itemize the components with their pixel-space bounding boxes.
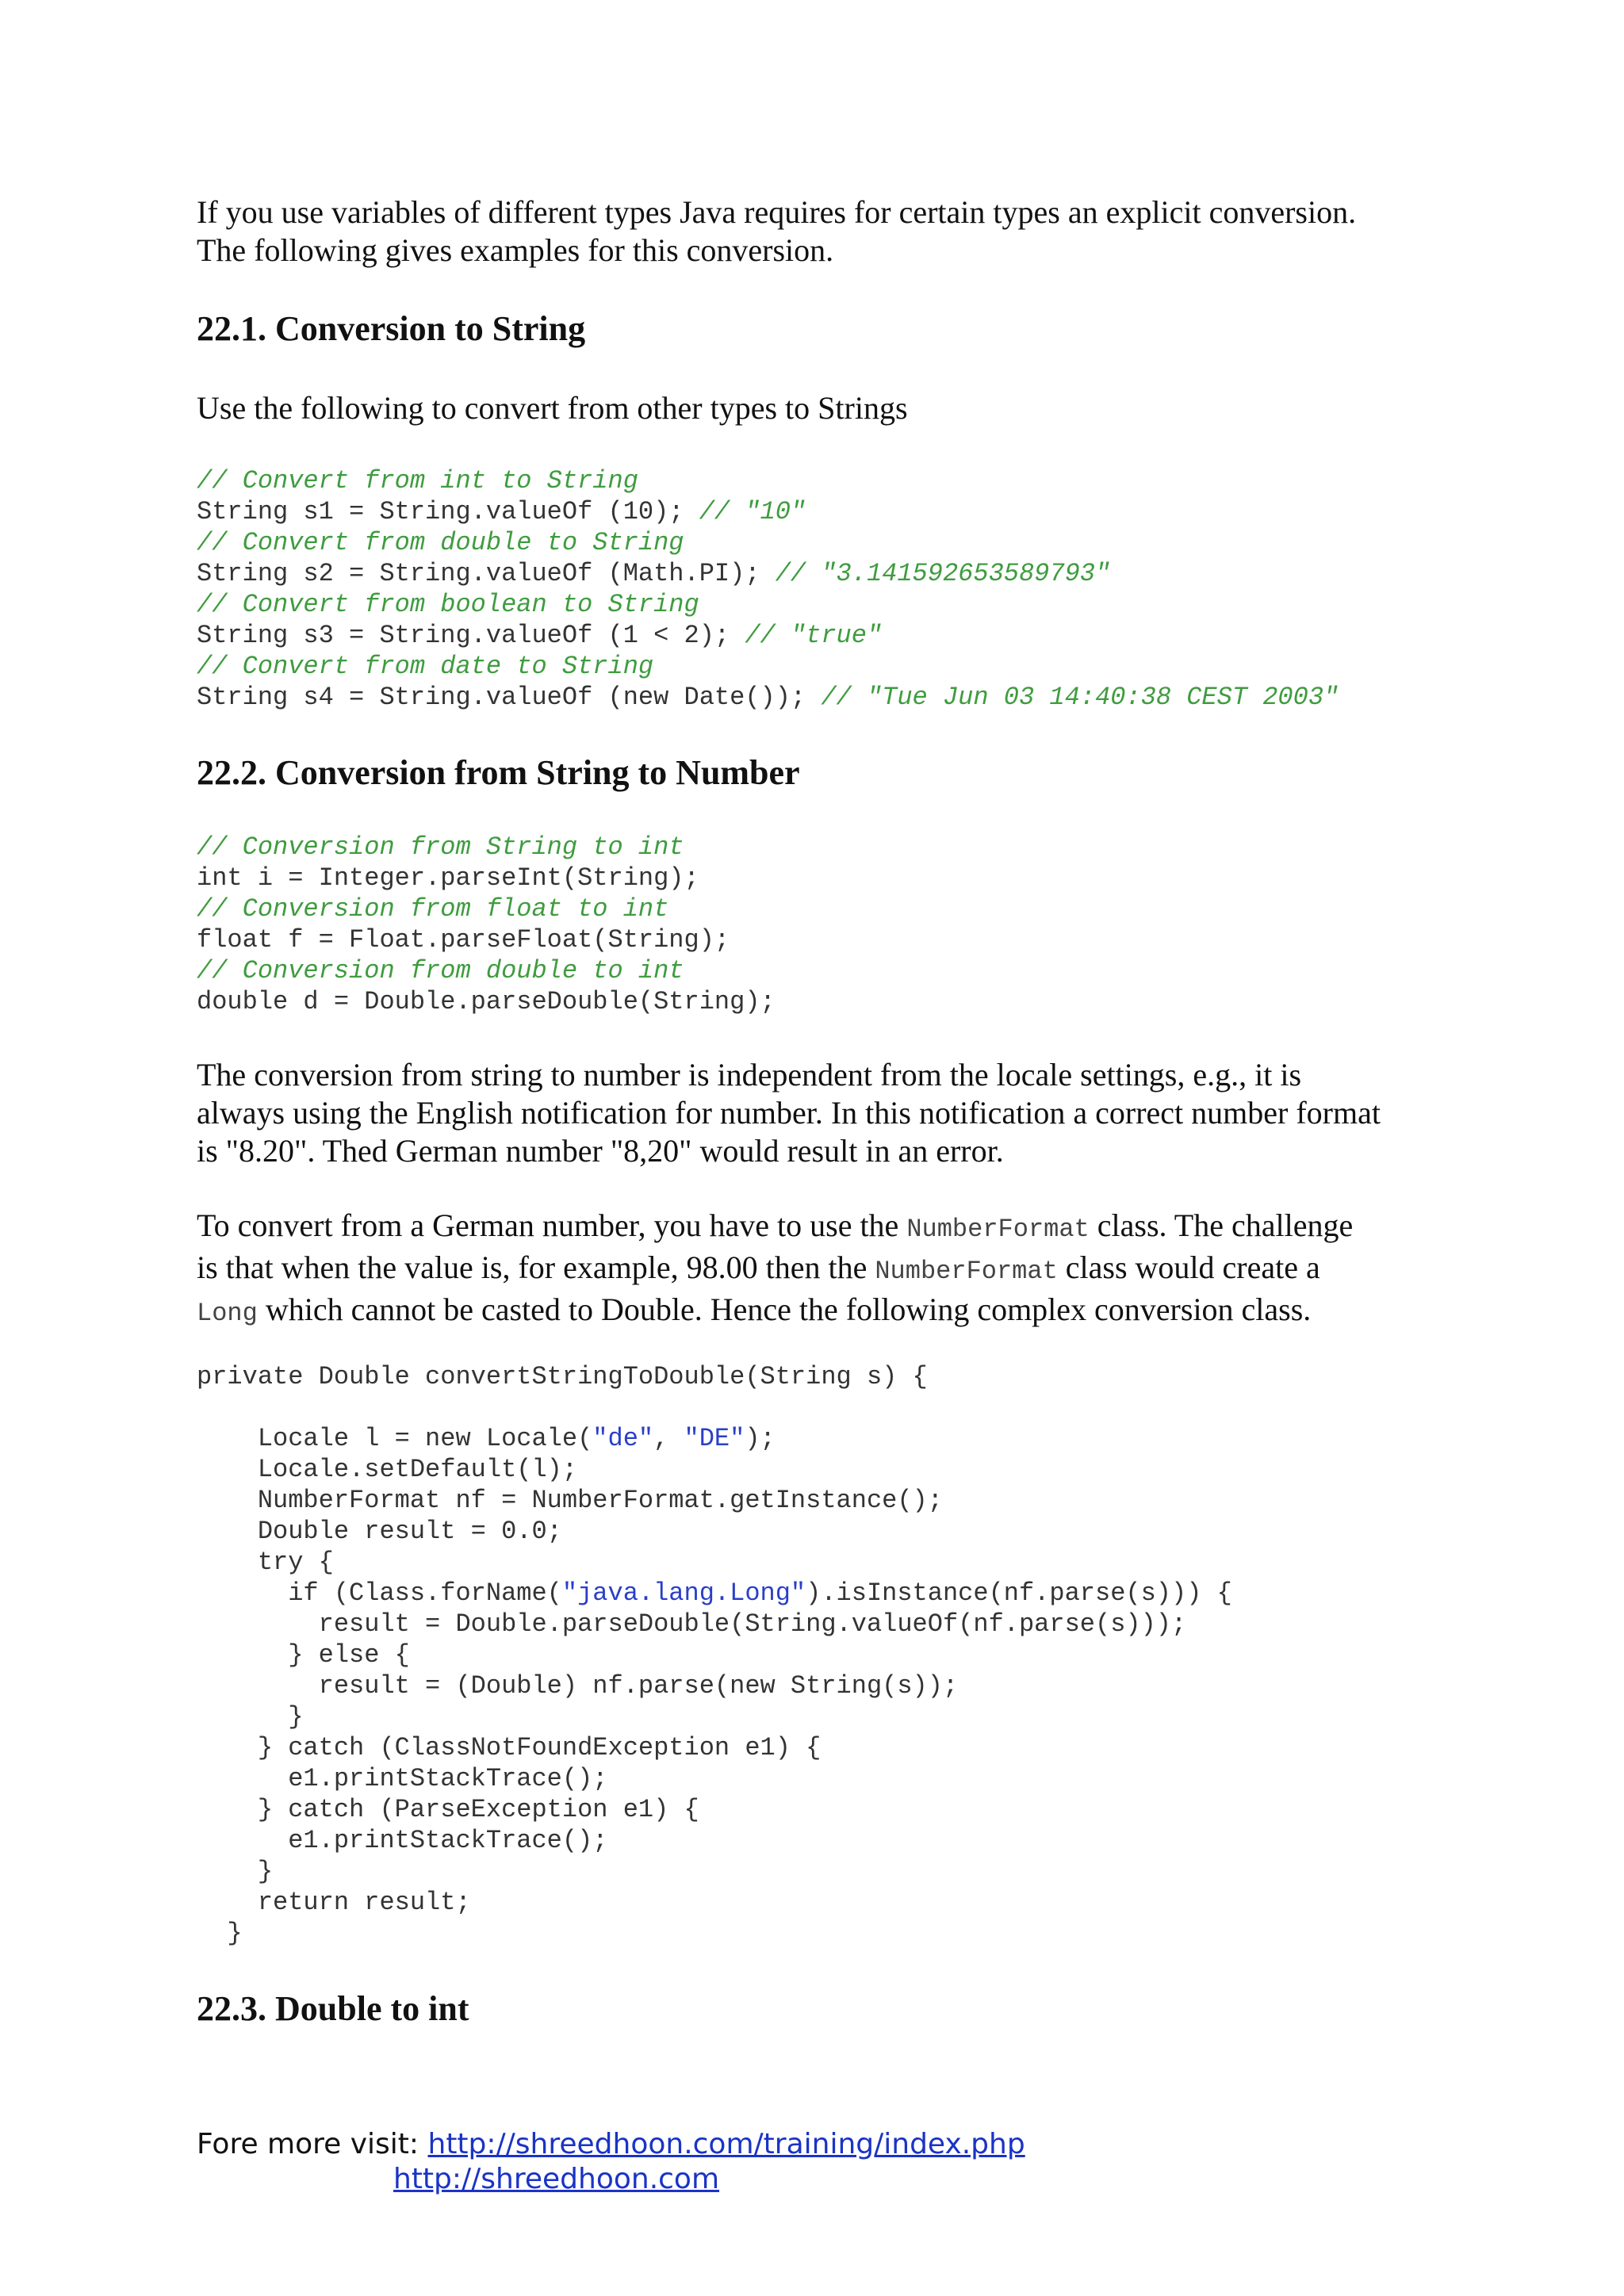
code-line	[197, 682, 1339, 713]
code-line	[197, 1670, 1232, 1701]
code-line	[197, 496, 1339, 527]
code-comment: // Conversion from String to int	[197, 832, 684, 862]
code-text: result = (Double) nf.parse(new String(s));	[197, 1671, 959, 1701]
section-heading-string-to-number: 22.2. Conversion from String to Number	[197, 753, 800, 792]
code-text: try {	[197, 1548, 334, 1577]
section1-text-line: Use the following to convert from other types to Strings	[197, 390, 908, 426]
code-text: } else {	[197, 1640, 410, 1670]
code-line	[197, 1485, 1232, 1516]
paragraph-line	[197, 1249, 1434, 1291]
code-string: "DE"	[684, 1424, 745, 1453]
locale-paragraph	[197, 1056, 1434, 1170]
inline-code: NumberFormat	[875, 1257, 1058, 1286]
code-line	[197, 1825, 1232, 1856]
code-block-convert-method	[197, 1361, 1232, 1949]
code-line	[197, 1578, 1232, 1609]
code-comment: // Convert from int to String	[197, 466, 638, 496]
section-heading-conversion-to-string: 22.1. Conversion to String	[197, 309, 586, 348]
code-text: } catch (ClassNotFoundException e1) {	[197, 1733, 822, 1762]
code-line	[197, 1516, 1232, 1547]
footer-link-home[interactable]: http://shreedhoon.com	[393, 2163, 720, 2195]
code-comment: // "3.141592653589793"	[775, 559, 1111, 588]
code-text: );	[745, 1424, 776, 1453]
paragraph-line: The conversion from string to number is independent from the locale settings, e.g., it is	[197, 1057, 1302, 1093]
paragraph-line	[197, 1207, 1434, 1249]
code-line	[197, 1361, 1232, 1392]
code-text: float f = Float.parseFloat(String);	[197, 925, 730, 955]
code-text: Locale l = new Locale(	[197, 1424, 593, 1453]
text-run: class. The challenge	[1089, 1207, 1354, 1243]
code-text: e1.printStackTrace();	[197, 1826, 608, 1855]
code-line	[197, 1856, 1232, 1887]
code-text: String s1 = String.valueOf (10);	[197, 497, 699, 526]
code-text: int i = Integer.parseInt(String);	[197, 863, 699, 893]
text-run: which cannot be casted to Double. Hence the following complex conversion class.	[257, 1292, 1312, 1327]
inline-code: Long	[197, 1299, 258, 1328]
code-text: result = Double.parseDouble(String.valueOf(nf.parse(s)));	[197, 1609, 1187, 1639]
code-line	[197, 1423, 1232, 1454]
code-block-parse-number	[197, 832, 776, 1017]
code-block-to-string	[197, 465, 1339, 713]
code-line	[197, 1392, 1232, 1423]
section1-text	[197, 389, 1434, 427]
code-text: ,	[653, 1424, 684, 1453]
code-line	[197, 1887, 1232, 1918]
code-line	[197, 1640, 1232, 1670]
code-comment: // Conversion from float to int	[197, 894, 669, 924]
code-comment: // "10"	[699, 497, 806, 526]
code-line	[197, 1701, 1232, 1732]
code-text: }	[197, 1857, 274, 1886]
code-line	[197, 1547, 1232, 1578]
code-text: }	[197, 1919, 243, 1948]
code-text: } catch (ParseException e1) {	[197, 1795, 699, 1824]
code-comment: // "Tue Jun 03 14:40:38 CEST 2003"	[821, 683, 1339, 712]
code-text: if (Class.forName(	[197, 1578, 562, 1608]
code-text: return result;	[197, 1888, 471, 1917]
code-line	[197, 651, 1339, 682]
code-comment: // Convert from boolean to String	[197, 590, 699, 619]
footer-link-training[interactable]: http://shreedhoon.com/training/index.php	[427, 2128, 1025, 2160]
code-comment: // Convert from date to String	[197, 652, 654, 681]
code-line	[197, 1454, 1232, 1485]
code-line	[197, 620, 1339, 651]
code-text: ).isInstance(nf.parse(s))) {	[806, 1578, 1232, 1608]
intro-line: The following gives examples for this conversion.	[197, 232, 834, 268]
code-line	[197, 465, 1339, 496]
numberformat-paragraph	[197, 1207, 1434, 1333]
paragraph-line: is "8.20". Thed German number "8,20" would result in an error.	[197, 1133, 1004, 1169]
code-text: double d = Double.parseDouble(String);	[197, 987, 776, 1016]
code-line	[197, 863, 776, 894]
code-line	[197, 558, 1339, 589]
code-line	[197, 589, 1339, 620]
code-line	[197, 1794, 1232, 1825]
section-heading-double-to-int: 22.3. Double to int	[197, 1989, 469, 2028]
code-line	[197, 924, 776, 955]
code-text: Double result = 0.0;	[197, 1517, 562, 1546]
code-text: String s4 = String.valueOf (new Date());	[197, 683, 822, 712]
code-comment: // Convert from double to String	[197, 528, 684, 557]
paragraph-line	[197, 1291, 1434, 1333]
inline-code: NumberFormat	[906, 1215, 1090, 1244]
code-line	[197, 955, 776, 986]
code-text: private Double convertStringToDouble(String s) {	[197, 1362, 928, 1391]
code-line	[197, 1763, 1232, 1794]
code-comment: // Conversion from double to int	[197, 956, 684, 985]
code-text: }	[197, 1702, 304, 1732]
code-line	[197, 894, 776, 924]
code-line	[197, 832, 776, 863]
code-text: NumberFormat nf = NumberFormat.getInstance();	[197, 1486, 943, 1515]
footer-row2	[197, 2162, 1025, 2197]
code-line	[197, 986, 776, 1017]
intro-paragraph	[197, 193, 1434, 270]
code-line	[197, 527, 1339, 558]
text-run: is that when the value is, for example, 98.00 then the	[197, 1249, 875, 1285]
code-line	[197, 1918, 1232, 1949]
footer-label: Fore more visit:	[197, 2128, 428, 2160]
code-text: String s2 = String.valueOf (Math.PI);	[197, 559, 776, 588]
text-run: To convert from a German number, you have to use the	[197, 1207, 907, 1243]
paragraph-line: always using the English notification for number. In this notification a correct number format	[197, 1095, 1381, 1131]
code-comment: // "true"	[745, 621, 883, 650]
code-line	[197, 1732, 1232, 1763]
footer	[197, 2127, 1025, 2197]
intro-line: If you use variables of different types Java requires for certain types an explicit conversion.	[197, 194, 1357, 230]
code-text: String s3 = String.valueOf (1 < 2);	[197, 621, 745, 650]
text-run: class would create a	[1057, 1249, 1320, 1285]
code-string: "java.lang.Long"	[561, 1578, 806, 1608]
code-line	[197, 1609, 1232, 1640]
code-string: "de"	[592, 1424, 654, 1453]
code-text: e1.printStackTrace();	[197, 1764, 608, 1793]
code-text: Locale.setDefault(l);	[197, 1455, 578, 1484]
